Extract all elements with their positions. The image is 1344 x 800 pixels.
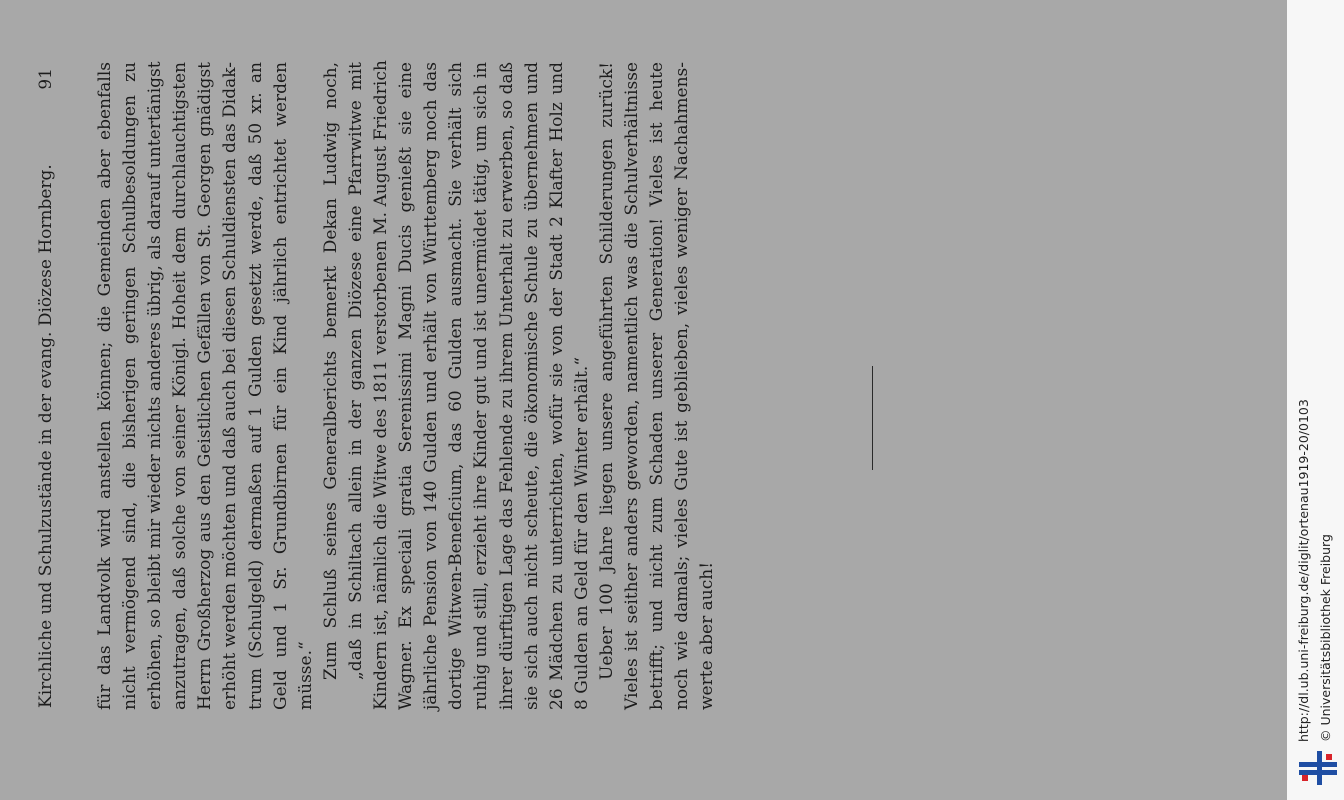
text-line: Geld und 1 Sr. Grundbirnen für ein Kind jährlich entrichtet werden — [270, 62, 291, 710]
text-line: dortige Witwen-Beneficium, das 60 Gulden ausmacht. Sie verhält sich — [446, 62, 467, 710]
body-text — [93, 62, 720, 710]
logo-block-red-right — [1326, 754, 1332, 760]
text-line: 26 Mädchen zu unterrichten, wofür sie von der Stadt 2 Klafter Holz und — [546, 62, 567, 710]
text-line: erhöht werden möchten und daß auch bei diesen Schuldiensten das Didak- — [220, 62, 241, 710]
text-line: ruhig und still, erzieht ihre Kinder gut und ist unermüdet tätig, um sich in — [471, 62, 492, 710]
text-line: Zum Schluß seines Generalberichts bemerkt Dekan Ludwig noch, — [320, 62, 341, 680]
logo-stem-blue — [1317, 751, 1322, 785]
text-line: erhöhen, so bleibt mir wieder nichts anderes übrig, als darauf untertänigst — [145, 61, 166, 710]
text-line: trum (Schulgeld) dermaßen auf 1 Gulden gesetzt werde, daß 50 xr. an — [245, 62, 266, 710]
text-line: sie sich auch nicht scheute, die ökonomische Schule zu übernehmen und — [521, 62, 542, 710]
text-line: jährliche Pension von 140 Gulden und erhält von Württemberg noch das — [421, 62, 442, 710]
text-line: 8 Gulden an Geld für den Winter erhält.“ — [571, 356, 592, 710]
logo-block-red-left — [1302, 775, 1308, 781]
text-line: anzutragen, daß solche von seiner Königl. Hoheit dem durchlauchtigsten — [170, 62, 191, 710]
copyright-notice: © Universitätsbibliothek Freiburg — [1318, 534, 1333, 742]
text-line: Vieles ist seither anders geworden, namentlich was die Schulverhältnisse — [621, 62, 642, 710]
text-line: betrifft; und nicht zum Schaden unserer Generation! Vieles ist heute — [647, 62, 668, 710]
library-sidebar — [1287, 0, 1344, 800]
text-line: Ueber 100 Jahre liegen unsere angeführten Schilderungen zurück! — [596, 62, 617, 680]
text-line: Kindern ist, nämlich die Witwe des 1811 verstorbenen M. August Friedrich — [371, 60, 392, 710]
text-line: werte aber auch! — [697, 561, 718, 710]
text-line: für das Landvolk wird anstellen können; die Gemeinden aber ebenfalls — [95, 62, 115, 710]
running-head-title: Kirchliche und Schulzustände in der evang. Diözese Hornberg. — [36, 164, 56, 708]
text-line: „daß in Schiltach allein in der ganzen Diözese eine Pfarrwitwe mit — [345, 62, 366, 680]
text-line: noch wie damals; vieles Gute ist geblieben, vieles weniger Nachahmens- — [672, 62, 693, 710]
text-line: ihrer dürftigen Lage das Fehlende zu ihrem Unterhalt zu erwerben, so daß — [496, 62, 517, 710]
page-number: 91 — [36, 68, 56, 90]
ub-freiburg-logo-icon — [1296, 748, 1340, 788]
section-divider — [872, 366, 873, 470]
text-line: Wagner. Ex speciali gratia Serenissimi Magni Ducis genießt sie eine — [396, 62, 417, 710]
text-line: Herrn Großherzog aus den Geistlichen Gefällen von St. Georgen gnädigst — [195, 62, 216, 710]
sidebar-rotated — [1287, 0, 1344, 742]
source-url-link[interactable]: http://dl.ub.uni-freiburg.de/diglit/ortenau1919-20/0103 — [1296, 399, 1311, 742]
text-line: müsse.“ — [295, 641, 316, 710]
text-line: nicht vermögend sind, die bisherigen geringen Schulbesoldungen zu — [120, 62, 141, 710]
